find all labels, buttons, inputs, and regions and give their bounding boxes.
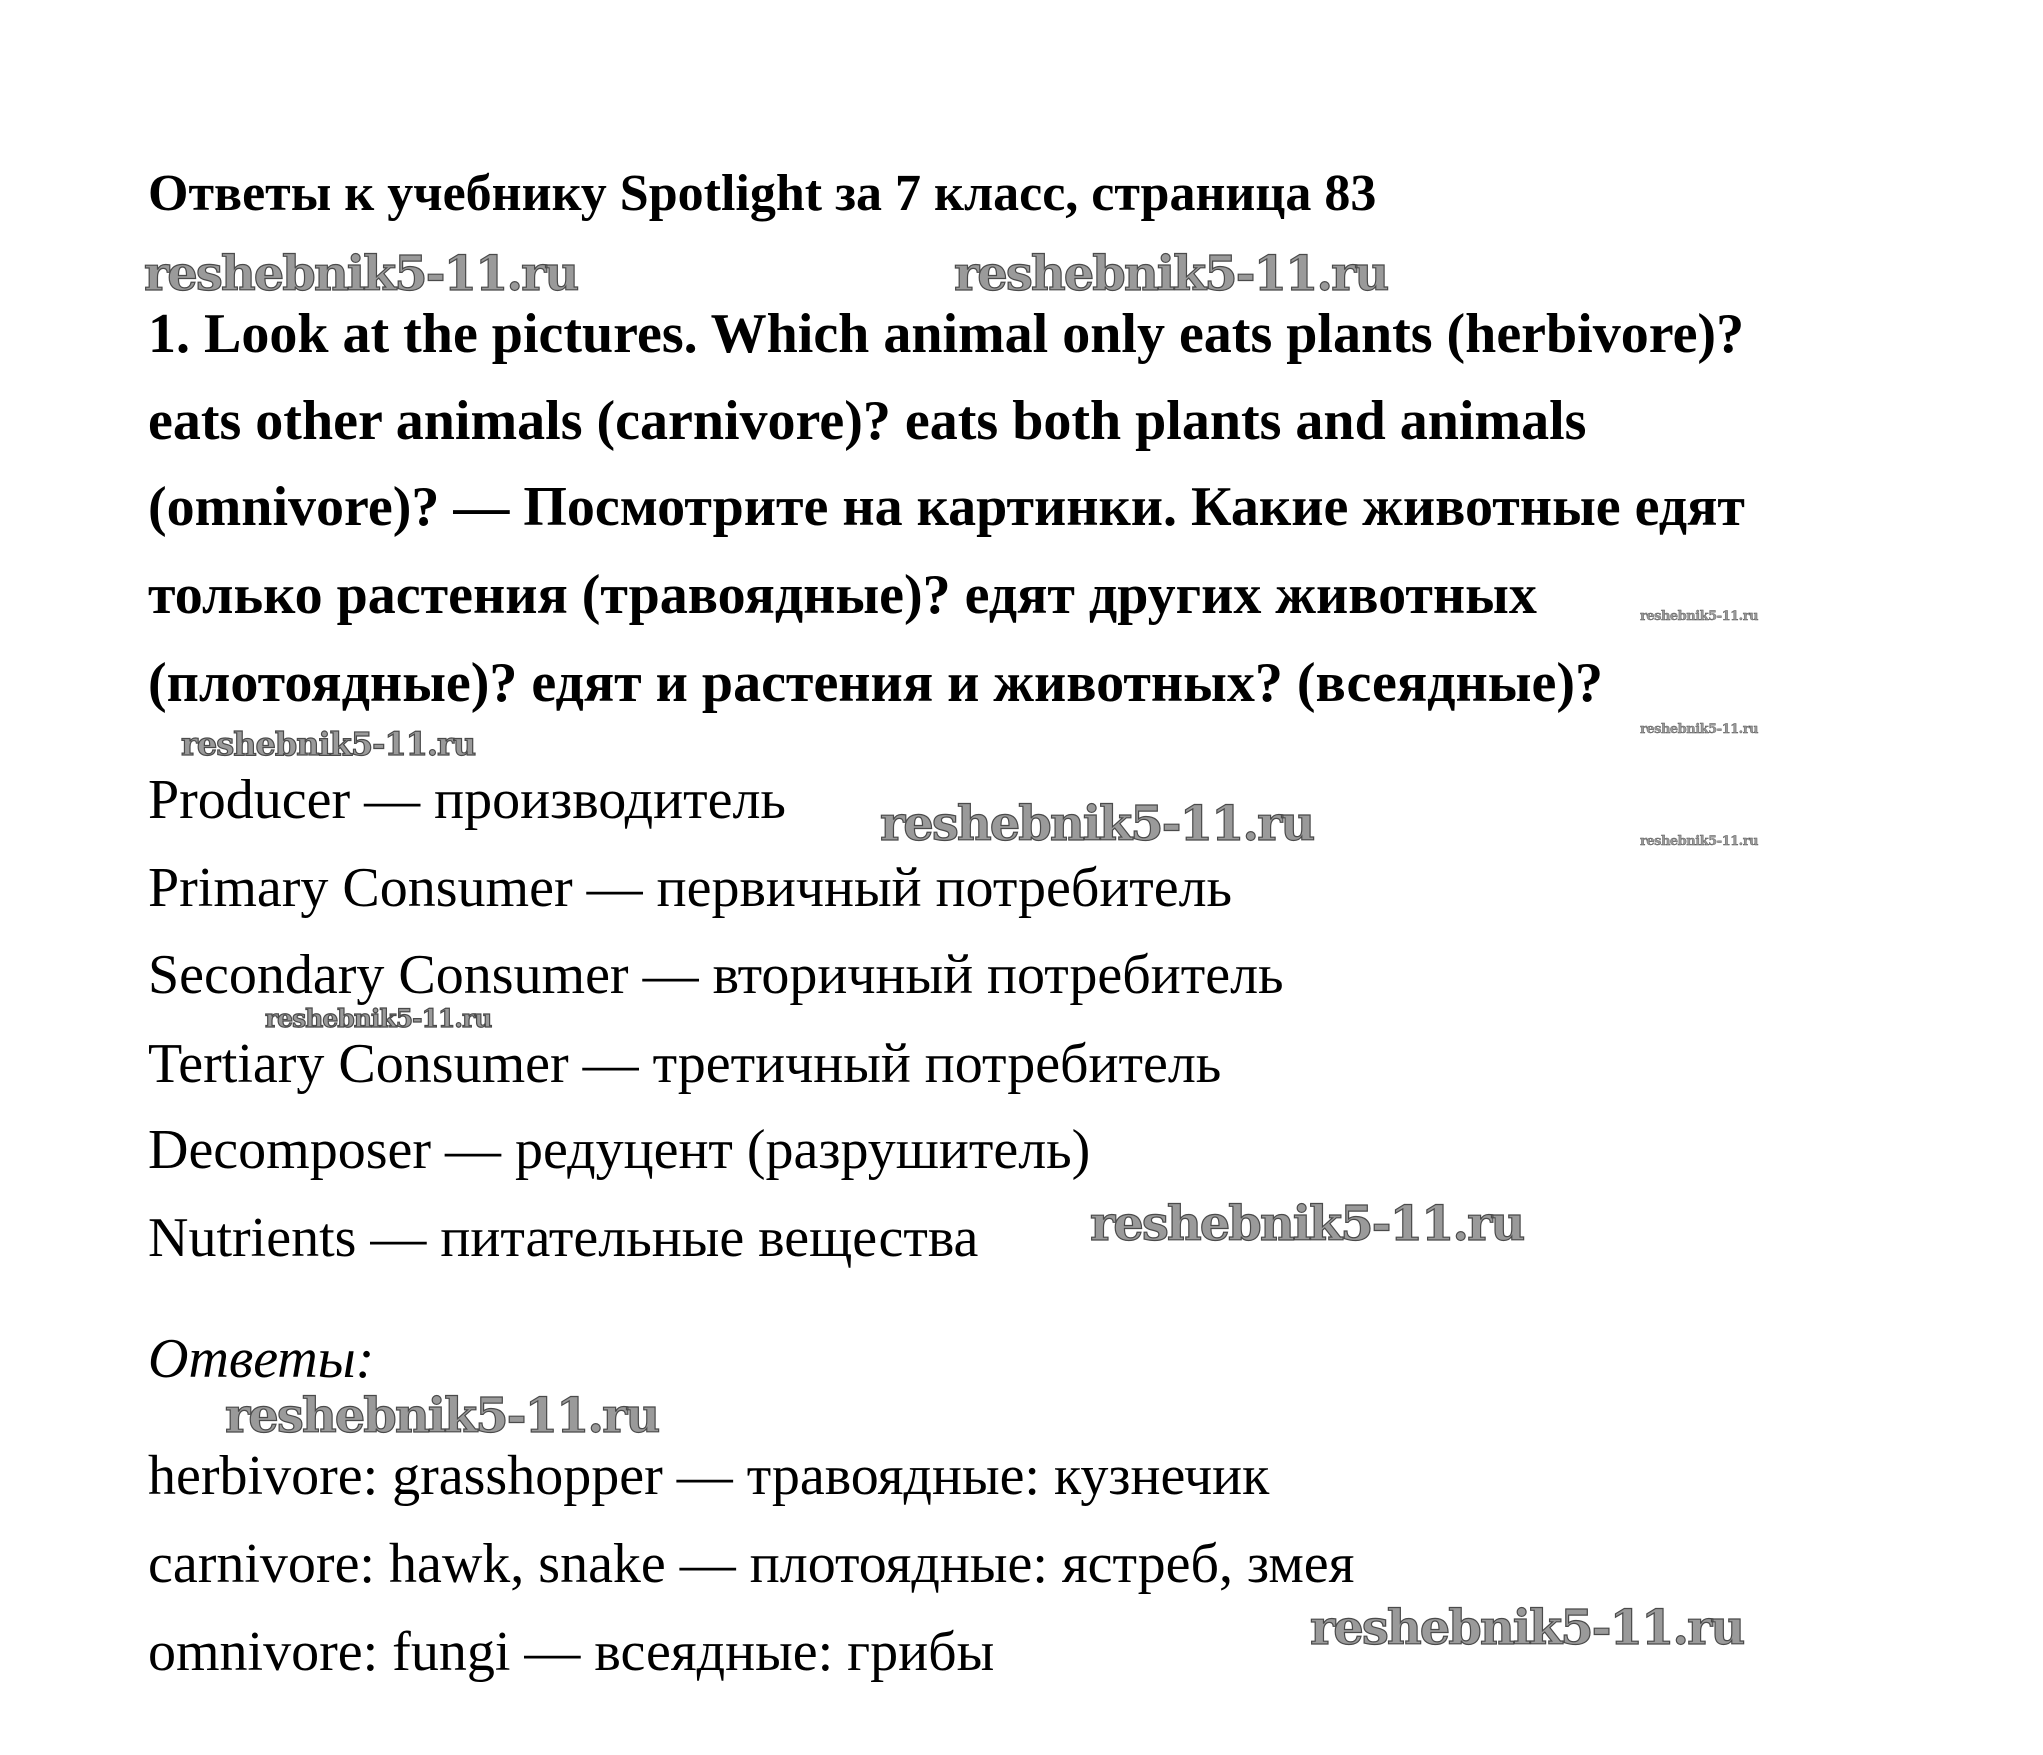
watermark: reshebnik5-11.ru bbox=[225, 1388, 659, 1444]
watermark: reshebnik5-11.ru bbox=[954, 246, 1388, 302]
watermark: reshebnik5-11.ru bbox=[1640, 609, 1759, 624]
watermark: reshebnik5-11.ru bbox=[181, 725, 476, 763]
vocabulary-item: Primary Consumer — первичный потребитель bbox=[148, 857, 1233, 919]
question-line: только растения (травоядные)? едят других животных bbox=[148, 564, 1537, 626]
vocabulary-item: Producer — производитель bbox=[148, 769, 786, 831]
answer-item: herbivore: grasshopper — травоядные: кузнечик bbox=[148, 1445, 1270, 1507]
question-line: (omnivore)? — Посмотрите на картинки. Какие животные едят bbox=[148, 476, 1745, 538]
answer-item: omnivore: fungi — всеядные: грибы bbox=[148, 1621, 995, 1683]
vocabulary-item: Tertiary Consumer — третичный потребитель bbox=[148, 1033, 1222, 1095]
answer-item: carnivore: hawk, snake — плотоядные: ястреб, змея bbox=[148, 1533, 1355, 1595]
vocabulary-item: Nutrients — питательные вещества bbox=[148, 1207, 979, 1269]
vocabulary-item: Decomposer — редуцент (разрушитель) bbox=[148, 1119, 1091, 1181]
watermark: reshebnik5-11.ru bbox=[1310, 1600, 1744, 1656]
watermark: reshebnik5-11.ru bbox=[1640, 722, 1759, 737]
question-line: 1. Look at the pictures. Which animal only eats plants (herbivore)? bbox=[148, 303, 1745, 365]
question-line: eats other animals (carnivore)? eats both plants and animals bbox=[148, 390, 1587, 452]
watermark: reshebnik5-11.ru bbox=[144, 246, 578, 302]
watermark: reshebnik5-11.ru bbox=[880, 796, 1314, 852]
watermark: reshebnik5-11.ru bbox=[1640, 834, 1759, 849]
vocabulary-item: Secondary Consumer — вторичный потребитель bbox=[148, 944, 1284, 1006]
watermark: reshebnik5-11.ru bbox=[1090, 1196, 1524, 1252]
watermark: reshebnik5-11.ru bbox=[265, 1004, 492, 1033]
question-line: (плотоядные)? едят и растения и животных? (всеядные)? bbox=[148, 652, 1603, 714]
page-title: Ответы к учебнику Spotlight за 7 класс, страница 83 bbox=[148, 165, 1377, 222]
answers-label: Ответы: bbox=[148, 1328, 375, 1390]
